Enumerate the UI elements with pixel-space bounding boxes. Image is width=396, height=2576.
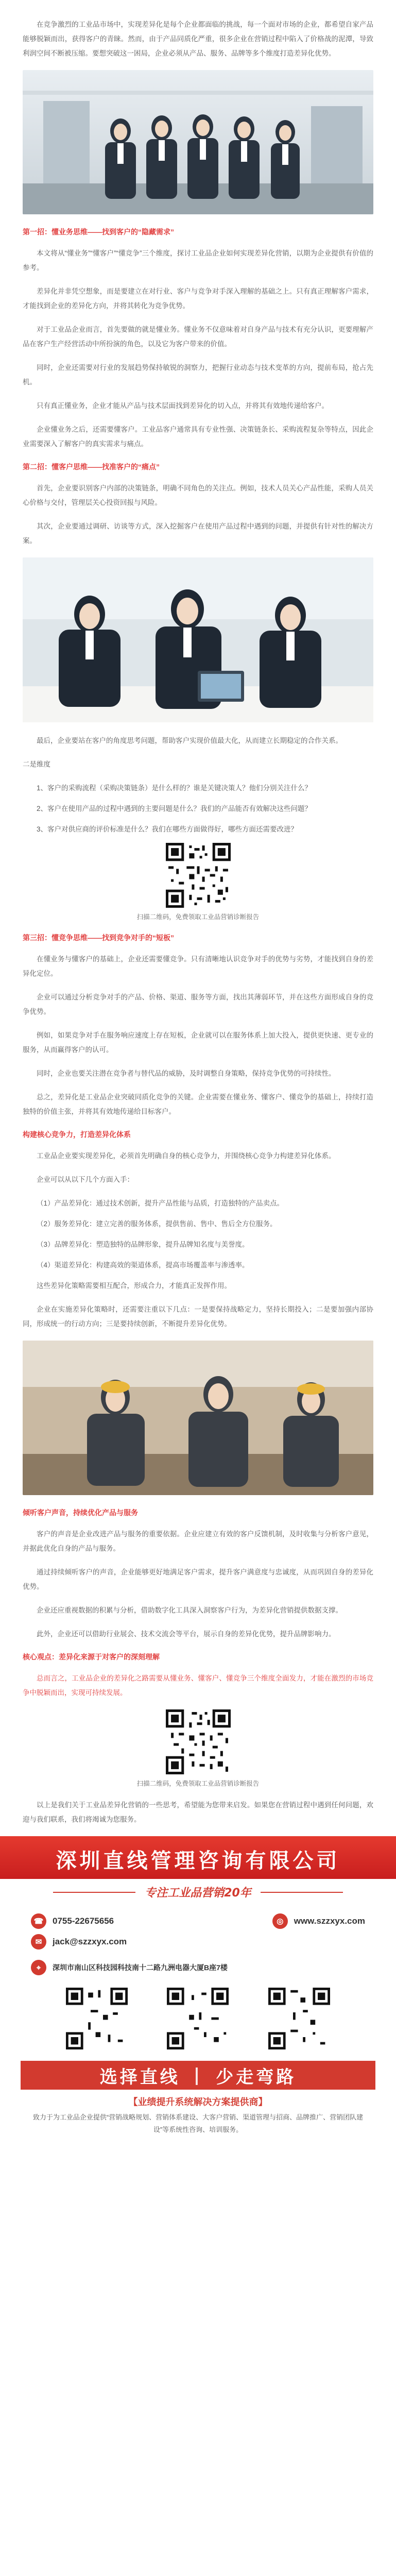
paragraph: 差异化并非凭空想象，而是要建立在对行业、客户与竞争对手深入理解的基础之上。只有真正理解客户需求，才能找到企业的差异化方向，并将其转化为竞争优势。: [23, 287, 373, 310]
slogan-right: 少走弯路: [216, 2066, 297, 2088]
paragraph: 只有真正懂业务，企业才能从产品与技术层面找到差异化的切入点，并将其有效地传递给客户。: [37, 402, 329, 410]
qr-code[interactable]: [166, 1709, 231, 1774]
company-description: 致力于为工业品企业提供“营销战略规划、营销体系建设、大客户营销、渠道管理与招商、品牌推广、营销团队建设”等系统性咨询、培训服务。: [32, 2113, 364, 2133]
phone-contact[interactable]: [31, 1913, 114, 1929]
paragraph: 这些差异化策略需要相互配合，形成合力，才能真正发挥作用。: [37, 1282, 231, 1290]
qr-code[interactable]: [167, 1988, 229, 2049]
globe-icon: ◎: [272, 1913, 288, 1929]
paragraph: 总而言之，工业品企业的差异化之路需要从懂业务、懂客户、懂竞争三个维度全面发力，才能在激烈的市场竞争中脱颖而出，实现可持续发展。: [23, 1674, 373, 1697]
list-item: 1、客户的采购流程（采购决策链条）是什么样的？谁是关键决策人？他们分别关注什么？: [37, 784, 312, 792]
tagline: 【业绩提升系统解决方案提供商】: [128, 2097, 268, 2107]
team-factory-photo: [23, 70, 373, 214]
website-url: www.szzxyx.com: [294, 1916, 365, 1926]
location-icon: ⌖: [31, 1960, 46, 1975]
paragraph: 同时，企业也要关注潜在竞争者与替代品的威胁，及时调整自身策略，保持竞争优势的可持续性。: [37, 1070, 336, 1077]
section-heading: 核心观点：差异化来源于对客户的深刻理解: [23, 1653, 160, 1661]
paragraph: 企业可以通过分析竞争对手的产品、价格、渠道、服务等方面，找出其薄弱环节，并在这些方面形成自身的竞争优势。: [23, 993, 373, 1015]
slogan-left: 选择直线: [99, 2066, 180, 2088]
list-item: 2、客户在使用产品的过程中遇到的主要问题是什么？我们的产品能否有效解决这些问题？: [37, 805, 312, 812]
qr-code[interactable]: [66, 1988, 128, 2049]
list-item: （1）产品差异化：通过技术创新，提升产品性能与品质，打造独特的产品卖点。: [37, 1199, 284, 1207]
paragraph: 此外，企业还可以借助行业展会、技术交流会等平台，展示自身的差异化优势，提升品牌影响力。: [37, 1630, 336, 1638]
paragraph: 企业可以从以下几个方面入手：: [37, 1176, 134, 1183]
address-row: [0, 1955, 396, 1985]
divider: |: [193, 2065, 203, 2086]
slogan-bar: [21, 2061, 375, 2090]
paragraph: 企业还应重视数据的积累与分析，借助数字化工具深入洞察客户行为，为差异化营销提供数据支撑。: [37, 1606, 342, 1614]
list-item: （3）品牌差异化：塑造独特的品牌形象，提升品牌知名度与美誉度。: [37, 1241, 249, 1248]
slogan-row: [0, 1879, 396, 1908]
paragraph: 二是维度: [23, 760, 50, 768]
qr-caption: 扫描二维码，免费领取工业品营销诊断报告: [136, 1780, 260, 1787]
email-contact[interactable]: [31, 1934, 127, 1950]
paragraph: 例如，如果竞争对手在服务响应速度上存在短板，企业就可以在服务体系上加大投入，提供更快速、更专业的服务，从而赢得客户的认可。: [23, 1031, 373, 1054]
paragraph: 同时，企业还需要对行业的发展趋势保持敏锐的洞察力，把握行业动态与技术变革的方向，提前布局，抢占先机。: [23, 364, 373, 386]
paragraph: 总之，差异化是工业品企业突破同质化竞争的关键。企业需要在懂业务、懂客户、懂竞争的基础上，持续打造独特的价值主张，并将其有效地传递给目标客户。: [23, 1093, 373, 1115]
section-heading: 第二招：懂客户思维——找准客户的“痛点”: [23, 463, 160, 471]
section-heading: 第一招：懂业务思维——找到客户的“隐藏需求”: [23, 228, 174, 236]
company-name-banner: 深圳直线管理咨询有限公司: [0, 1836, 396, 1879]
workers-photo: [23, 1341, 373, 1495]
paragraph: 通过持续倾听客户的声音，企业能够更好地满足客户需求，提升客户满意度与忠诚度，从而巩固自身的差异化优势。: [23, 1568, 373, 1590]
qr-caption: 扫描二维码，免费领取工业品营销诊断报告: [136, 913, 260, 921]
divider: [261, 1892, 343, 1893]
email-address: jack@szzxyx.com: [53, 1937, 127, 1946]
qr-code-group: [0, 1985, 396, 2056]
paragraph: 企业懂业务之后，还需要懂客户。工业品客户通常具有专业性强、决策链条长、采购流程复杂等特点，因此企业需要深入了解客户的真实需求与痛点。: [23, 426, 373, 448]
company-footer: [0, 1836, 396, 2151]
paragraph: 在懂业务与懂客户的基础上，企业还需要懂竞争。只有清晰地认识竞争对手的优势与劣势，才能找到自身的差异化定位。: [23, 955, 373, 977]
divider: [53, 1892, 135, 1893]
paragraph: 在竞争激烈的工业品市场中，实现差异化是每个企业都面临的挑战，每一个面对市场的企业，都希望自家产品能够脱颖而出，获得客户的青睐。然而，由于产品同质化严重，很多企业在营销过程中陷入了价格战的泥潭，导致利润空间不断被压缩。要想突破这一困局，企业必须从产品、服务、品牌等多个维度打造差异化优势。: [23, 21, 373, 57]
list-item: （4）渠道差异化：构建高效的渠道体系，提高市场覆盖率与渗透率。: [37, 1261, 249, 1269]
paragraph: 以上是我们关于工业品差异化营销的一些思考，希望能为您带来启发。如果您在营销过程中遇到任何问题，欢迎与我们联系，我们将竭诚为您服务。: [23, 1801, 373, 1823]
list-item: （2）服务差异化：建立完善的服务体系，提供售前、售中、售后全方位服务。: [37, 1220, 277, 1228]
slogan: 专注工业品营销20年: [145, 1887, 251, 1900]
paragraph: 其次，企业要通过调研、访谈等方式，深入挖掘客户在使用产品过程中遇到的问题，并提供有针对性的解决方案。: [23, 522, 373, 545]
contact-row: [0, 1913, 396, 1929]
paragraph: 企业在实施差异化策略时，还需要注重以下几点：一是要保持战略定力，坚持长期投入；二是要加强内部协同，形成统一的行动方向；三是要持续创新，不断提升差异化优势。: [23, 1306, 373, 1328]
qr-code[interactable]: [166, 843, 231, 908]
mail-icon: ✉: [31, 1934, 46, 1950]
section-heading: 倾听客户声音，持续优化产品与服务: [23, 1509, 138, 1517]
website-contact[interactable]: [272, 1913, 365, 1929]
list-item: 3、客户对供应商的评价标准是什么？我们在哪些方面做得好，哪些方面还需要改进？: [37, 825, 298, 833]
section-heading: 第三招：懂竞争思维——找到竞争对手的“短板”: [23, 934, 174, 942]
paragraph: 工业品企业要实现差异化，必须首先明确自身的核心竞争力，并围绕核心竞争力构建差异化体系。: [37, 1152, 336, 1160]
paragraph: 首先，企业要识别客户内部的决策链条，明确不同角色的关注点。例如，技术人员关心产品性能，采购人员关心价格与交付，管理层关心投资回报与风险。: [23, 484, 373, 506]
paragraph: 本文将从“懂业务”“懂客户”“懂竞争”三个维度，探讨工业品企业如何实现差异化营销，以期为企业提供有价值的参考。: [23, 249, 373, 272]
paragraph: 对于工业品企业而言，首先要做的就是懂业务。懂业务不仅意味着对自身产品与技术有充分认识，更要理解产品在客户生产经营活动中所扮演的角色，以及它为客户带来的价值。: [23, 326, 373, 348]
paragraph: 客户的声音是企业改进产品与服务的重要依据。企业应建立有效的客户反馈机制，及时收集与分析客户意见，并据此优化自身的产品与服务。: [23, 1530, 373, 1552]
qr-code[interactable]: [268, 1988, 330, 2049]
paragraph: 最后，企业要站在客户的角度思考问题，帮助客户实现价值最大化，从而建立长期稳定的合作关系。: [37, 737, 342, 744]
meeting-photo: [23, 557, 373, 722]
phone-number: 0755-22675656: [53, 1916, 114, 1926]
phone-icon: ☎: [31, 1913, 46, 1929]
address-text: 深圳市南山区科技园科技南十二路九洲电器大厦B座7楼: [53, 1963, 228, 1972]
section-heading: 构建核心竞争力，打造差异化体系: [23, 1130, 131, 1139]
contact-row: [0, 1934, 396, 1950]
